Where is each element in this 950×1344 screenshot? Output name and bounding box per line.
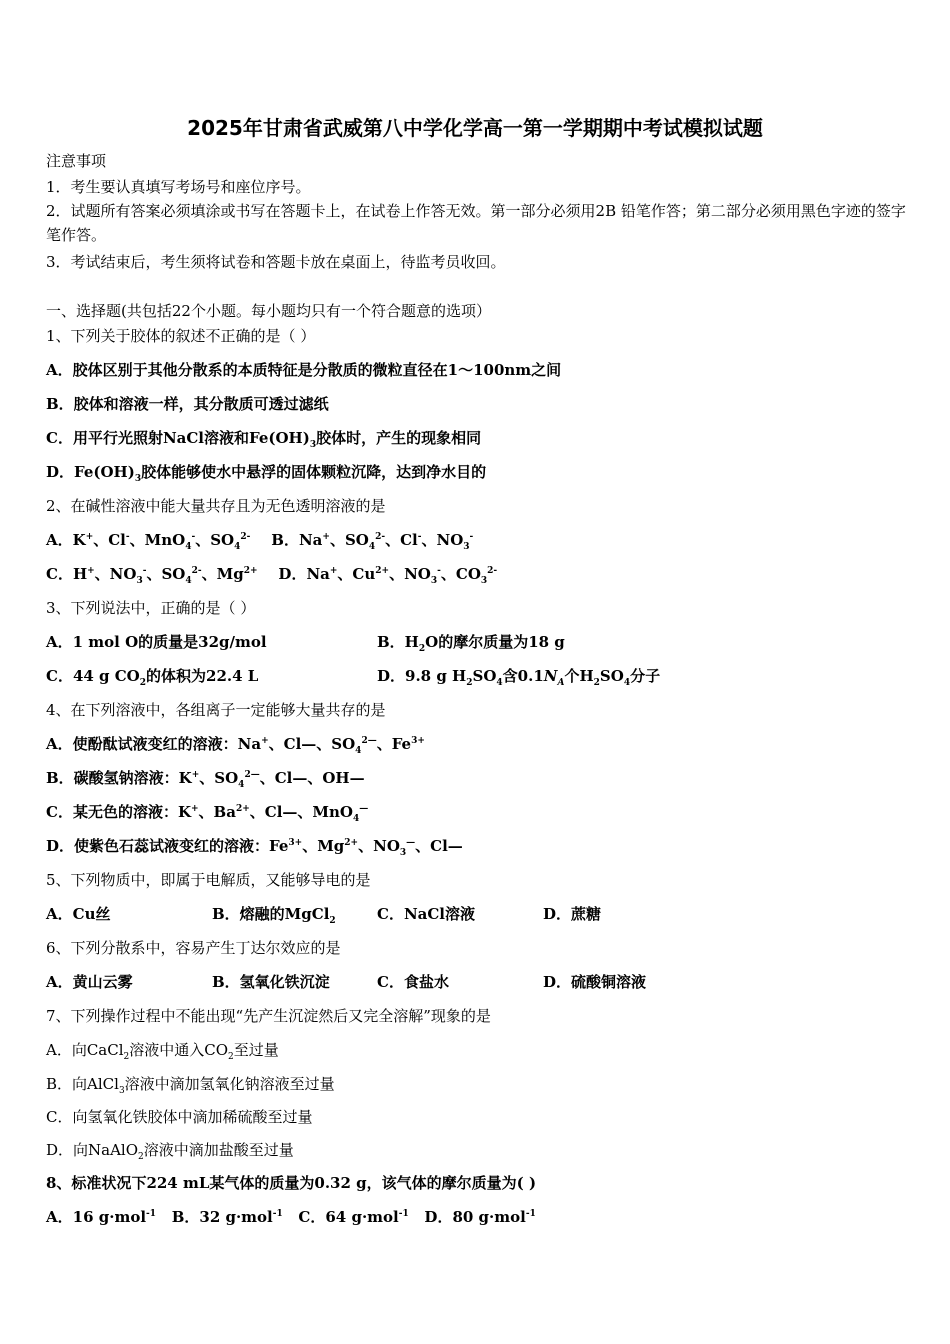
question-5-option-c: C．NaCl溶液 xyxy=(377,905,476,923)
question-6-option-a: A．黄山云雾 xyxy=(46,973,133,991)
page-title: 2025年甘肃省武威第八中学化学高一第一学期期中考试模拟试题 xyxy=(187,116,763,140)
question-3-option-a: A．1 mol O的质量是32g/mol xyxy=(46,633,267,651)
question-5-option-a: A．Cu丝 xyxy=(46,905,111,923)
question-6-option-b: B．氢氧化铁沉淀 xyxy=(212,973,330,991)
question-6-option-d: D．硫酸铜溶液 xyxy=(543,973,647,991)
question-8-options: A．16 g·mol$^{-1}$ B．32 g·mol$^{-1}$ C．64 g·mol$^{-1}$ D．80 g·mol$^{-1}$ xyxy=(46,1208,536,1226)
notice-item-2: 2．试题所有答案必须填涂或书写在答题卡上，在试卷上作答无效。第一部分必须用2B 铅笔作答；第二部分必须用黑色字迹的签字笔作答。 xyxy=(46,202,906,244)
section-heading: 一、选择题(共包括22个小题。每小题均只有一个符合题意的选项） xyxy=(46,302,491,320)
question-3-stem: 3、下列说法中，正确的是（ ） xyxy=(46,599,256,617)
notice-item-1: 1．考生要认真填写考场号和座位序号。 xyxy=(46,178,311,196)
question-3-options-ab xyxy=(46,633,906,654)
question-1-option-c: C．用平行光照射NaCl溶液和$Fe(OH)_3$胶体时，产生的现象相同 xyxy=(46,429,482,450)
question-1-option-d: D．$Fe(OH)_3$胶体能够使水中悬浮的固体颗粒沉降，达到净水目的 xyxy=(46,463,487,484)
question-3-option-c: C．44 g $CO_2$的体积为22.4 L xyxy=(46,667,259,688)
question-6-stem: 6、下列分散系中，容易产生丁达尔效应的是 xyxy=(46,939,341,957)
question-2-stem: 2、在碱性溶液中能大量共存且为无色透明溶液的是 xyxy=(46,497,386,515)
question-6-option-c: C．食盐水 xyxy=(377,973,449,991)
question-1-option-b: B．胶体和溶液一样，其分散质可透过滤纸 xyxy=(46,395,329,413)
question-1-option-a: A．胶体区别于其他分散系的本质特征是分散质的微粒直径在1～100nm之间 xyxy=(46,361,562,379)
notice-item-3: 3．考试结束后，考生须将试卷和答题卡放在桌面上，待监考员收回。 xyxy=(46,253,506,271)
question-5-stem: 5、下列物质中，即属于电解质，又能够导电的是 xyxy=(46,871,371,889)
question-4-option-d: D．使紫色石蕊试液变红的溶液：$Fe^{3+}$、$Mg^{2+}$、$NO_3^—$、Cl— xyxy=(46,837,463,858)
question-4-option-a: A．使酚酞试液变红的溶液：Na+、Cl—、$SO_4^{2—}$、$Fe^{3+}$ xyxy=(46,735,425,756)
question-5-option-d: D．蔗糖 xyxy=(543,905,602,923)
question-2-options-ab: A．K+、Cl-、MnO$_4$-、$SO_4^{2-}$ B．Na+、$SO_4^{2-}$、Cl-、$NO_3^-$ xyxy=(46,531,474,552)
question-7-option-a: A．向CaCl$_2$溶液中通入$CO_2$至过量 xyxy=(46,1041,279,1062)
question-3-options-cd xyxy=(46,667,906,688)
question-7-option-b: B．向AlCl$_3$溶液中滴加氢氧化钠溶液至过量 xyxy=(46,1075,335,1096)
question-3-option-d: D．9.8 g $H_2SO_4$含$0.1N_A$个$H_2SO_4$分子 xyxy=(377,667,661,688)
notice-heading: 注意事项 xyxy=(46,152,107,170)
question-5-option-b: B．熔融的MgCl$_2$ xyxy=(212,905,336,926)
question-7-stem: 7、下列操作过程中不能出现“先产生沉淀然后又完全溶解”现象的是 xyxy=(46,1007,491,1025)
question-4-stem: 4、在下列溶液中，各组离子一定能够大量共存的是 xyxy=(46,701,386,719)
question-8-stem: 8、标准状况下224 mL某气体的质量为0.32 g，该气体的摩尔质量为( ) xyxy=(46,1174,537,1192)
question-2-options-cd: C．H+、$NO_3^-$、$SO_4^{2-}$、$Mg^{2+}$ D．Na+、$Cu^{2+}$、$NO_3^-$、$CO_3^{2-}$ xyxy=(46,565,498,586)
question-7-option-d: D．向NaAlO$_2$溶液中滴加盐酸至过量 xyxy=(46,1141,294,1162)
question-1-stem: 1、下列关于胶体的叙述不正确的是（ ） xyxy=(46,327,316,345)
question-4-option-b: B．碳酸氢钠溶液：K+、$SO_4^{2—}$、Cl—、OH— xyxy=(46,769,365,790)
question-3-option-b: B．$H_2O$的摩尔质量为18 g xyxy=(377,633,565,654)
question-7-option-c: C．向氢氧化铁胶体中滴加稀硫酸至过量 xyxy=(46,1108,313,1126)
question-4-option-c: C．某无色的溶液：K+、$Ba^{2+}$、Cl—、MnO$_4$— xyxy=(46,803,369,824)
